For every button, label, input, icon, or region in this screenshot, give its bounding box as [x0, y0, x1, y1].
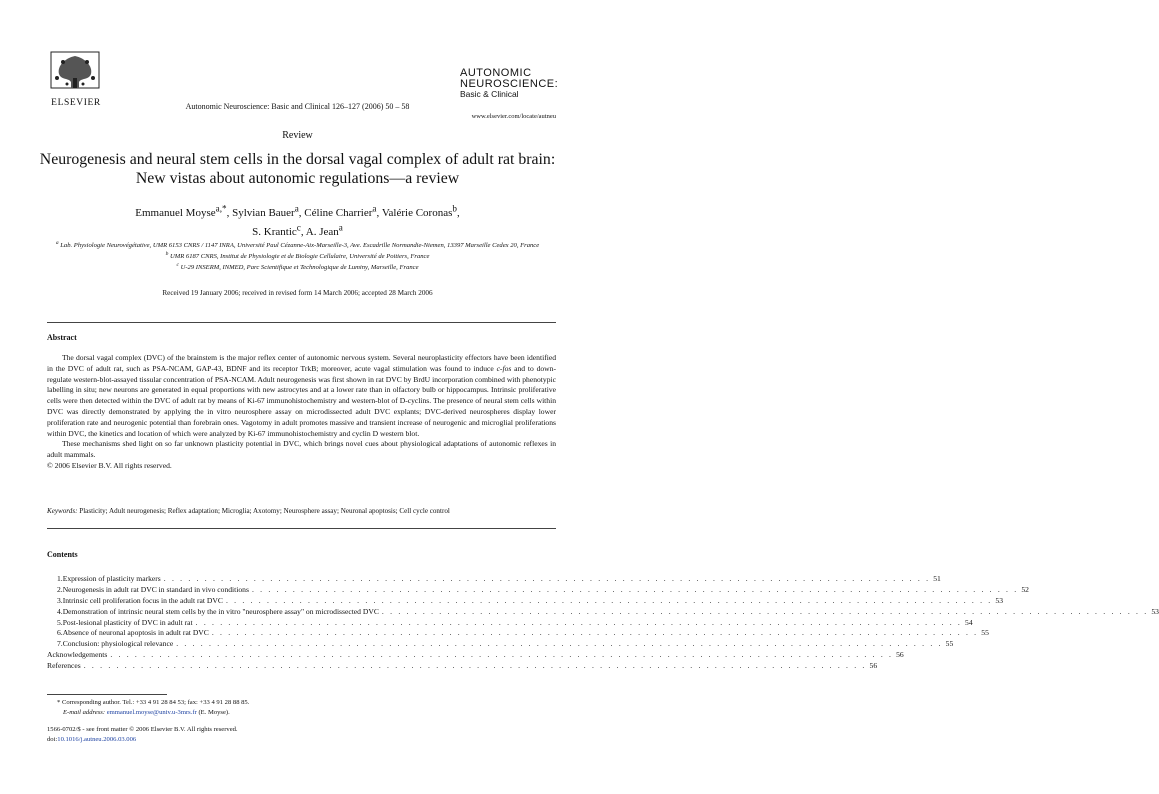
copyright: © 2006 Elsevier B.V. All rights reserved.	[47, 460, 172, 470]
journal-logo-line3: Basic & Clinical	[460, 89, 519, 99]
email-link[interactable]: emmanuel.moyse@univ.u-3mrs.fr	[106, 708, 197, 716]
journal-reference: Autonomic Neuroscience: Basic and Clinical 126–127 (2006) 50 – 58	[185, 102, 410, 111]
toc-item[interactable]: 2. Neurogenesis in adult rat DVC in standard in vivo conditions . . . . . . . . . . . . . . . . . . . . . . . . . . . . . . . . . . . . . . . . . . . . . . . . . . . . . . . . . . . . . . . . . . . . . . . . . . . . . . . . . . . . . . . . . . . . . . 52	[57, 584, 1029, 594]
received-dates: Received 19 January 2006; received in revised form 14 March 2006; accepted 28 March 2006	[162, 289, 433, 297]
toc-item[interactable]: 6. Absence of neuronal apoptosis in adult rat DVC . . . . . . . . . . . . . . . . . . . . . . . . . . . . . . . . . . . . . . . . . . . . . . . . . . . . . . . . . . . . . . . . . . . . . . . . . . . . . . . . . . . . . . . . . . . . . . 55	[57, 628, 989, 638]
table-of-contents	[47, 574, 1159, 672]
article-type: Review	[282, 130, 313, 141]
affiliations	[55, 239, 540, 273]
divider	[47, 322, 556, 323]
author-list	[60, 201, 535, 240]
doi-link[interactable]: 10.1016/j.autneu.2006.03.006	[57, 735, 137, 743]
corresponding-author: * Corresponding author. Tel.: +33 4 91 28 84 53; fax: +33 4 91 28 88 85.	[57, 699, 250, 706]
author: Sylvian Bauer$^a$,	[232, 203, 305, 219]
doi-line: doi:10.1016/j.autneu.2006.03.006	[47, 735, 137, 743]
abstract-body	[47, 353, 556, 472]
toc-item[interactable]: 1. Expression of plasticity markers . . . . . . . . . . . . . . . . . . . . . . . . . . . . . . . . . . . . . . . . . . . . . . . . . . . . . . . . . . . . . . . . . . . . . . . . . . . . . . . . . . . . . . . . . . . . . . 51	[57, 574, 941, 583]
divider	[47, 528, 556, 529]
abstract-heading: Abstract	[47, 333, 77, 342]
footnote-rule	[47, 694, 167, 695]
journal-logo-line1: AUTONOMIC	[460, 67, 532, 79]
journal-logo-line2: NEUROSCIENCE:	[460, 78, 559, 90]
keywords	[47, 507, 556, 515]
author: Emmanuel Moyse$^{a,*}$,	[135, 203, 233, 219]
toc-item[interactable]: 4. Demonstration of intrinsic neural stem cells by the in vitro "neurosphere assay" on microdissected DVC . . . . . . . . . . . . . . . . . . . . . . . . . . . . . . . . . . . . . . . . . . . . . . . . . . . . . . . . . . . . . . . . . . . . . . . . . . . . . . . . . . . . . . . . . . . . . . 53	[57, 606, 1159, 616]
author: Valérie Coronas$^b$,	[381, 203, 460, 219]
toc-item[interactable]: 3. Intrinsic cell proliferation focus in the adult rat DVC . . . . . . . . . . . . . . . . . . . . . . . . . . . . . . . . . . . . . . . . . . . . . . . . . . . . . . . . . . . . . . . . . . . . . . . . . . . . . . . . . . . . . . . . . . . . . . 53	[57, 595, 1003, 605]
email-line: E-mail address: emmanuel.moyse@univ.u-3mrs.fr (E. Moyse).	[63, 708, 230, 716]
author: S. Krantic$^c$,	[252, 222, 306, 239]
abstract-paragraph: The dorsal vagal complex (DVC) of the brainstem is the major reflex center of autonomic nervous system. Several neuroplasticity effectors have been identified in the DVC of adult rat, such as PSA-NCAM, GAP-43, BDNF and its receptor TrkB; moreover, acute vagal stimulation was found to induce c-fos and to down-regulate western-blot-assayed tissular concentration of PSA-NCAM. Adult neurogenesis was first shown in rat DVC by BrdU incorporation combined with phenotypic labelling in situ; new neurons are generated in equal proportions with new astrocytes and at a lower rate than in olfactory bulb or hippocampus. Intrinsic proliferative cells were then detected within the DVC of adult rat by means of Ki-67 immunohistochemistry and western-blot of D-cyclins. The presence of neural stem cells within DVC was directly demonstrated by applying the in vitro neurosphere assay on microdissected adult DVC explants; DVC-derived neurospheres display lower proliferation rate and neurogenic potential than forebrain ones. Vagotomy in adult promotes massive and transient increase of neurogenic and microglial proliferations within DVC, the kinetics and location of which were analyzed by Ki-67 immunohistochemistry and cyclin D western blot.	[47, 353, 556, 438]
author: Céline Charrier$^a$,	[304, 203, 382, 219]
abstract-paragraph: These mechanisms shed light on so far unknown plasticity potential in DVC, which brings novel cues about physiological adaptations of autonomic reflexes in adult mammals.	[47, 439, 556, 460]
keywords-text: Plasticity; Adult neurogenesis; Reflex adaptation; Microglia; Axotomy; Neurosphere assay; Neuronal apoptosis; Cell cycle control	[79, 507, 450, 515]
toc-item[interactable]: 5. Post-lesional plasticity of DVC in adult rat . . . . . . . . . . . . . . . . . . . . . . . . . . . . . . . . . . . . . . . . . . . . . . . . . . . . . . . . . . . . . . . . . . . . . . . . . . . . . . . . . . . . . . . . . . . . . . 54	[57, 617, 973, 627]
article-title: Neurogenesis and neural stem cells in the dorsal vagal complex of adult rat brain: New vistas about autonomic regulations—a review	[39, 151, 556, 187]
affiliation: $^a$ Lab. Physiologie Neurovégétative, UMR 6153 CNRS / 1147 INRA, Université Paul Cézanne-Aix-Marseille-3, Ave. Escadrille Normandie-Niemen, 13397 Marseille Cedex 20, France	[55, 240, 540, 250]
author: A. Jean$^a$	[305, 222, 343, 239]
bottom-info	[47, 725, 347, 744]
issn-line: 1566-0702/$ - see front matter © 2006 Elsevier B.V. All rights reserved.	[47, 726, 238, 733]
footnote	[57, 698, 537, 717]
affiliation: $^b$ UMR 6187 CNRS, Institut de Physiologie et de Biologie Cellulaire, Université de Poitiers, France	[165, 251, 430, 261]
journal-url[interactable]: www.elsevier.com/locate/autneu	[471, 113, 556, 120]
toc-item[interactable]: References . . . . . . . . . . . . . . . . . . . . . . . . . . . . . . . . . . . . . . . . . . . . . . . . . . . . . . . . . . . . . . . . . . . . . . . . . . . . . . . . . . . . . . . . . . . . . . . . 56	[47, 661, 878, 671]
keywords-label: Keywords:	[47, 507, 78, 515]
contents-heading: Contents	[47, 550, 78, 559]
publisher-logo	[47, 48, 105, 108]
affiliation: $^c$ U-29 INSERM, INMED, Parc Scientifique et Technologique de Luminy, Marseille, France	[176, 262, 419, 272]
journal-logo	[460, 67, 559, 99]
publisher-name: ELSEVIER	[51, 98, 101, 108]
elsevier-tree-icon	[47, 48, 103, 96]
toc-item[interactable]: Acknowledgements . . . . . . . . . . . . . . . . . . . . . . . . . . . . . . . . . . . . . . . . . . . . . . . . . . . . . . . . . . . . . . . . . . . . . . . . . . . . . . . . . . . . . . . . . . . . . . . . 56	[47, 650, 904, 660]
toc-item[interactable]: 7. Conclusion: physiological relevance . . . . . . . . . . . . . . . . . . . . . . . . . . . . . . . . . . . . . . . . . . . . . . . . . . . . . . . . . . . . . . . . . . . . . . . . . . . . . . . . . . . . . . . . . . . . . . 55	[57, 639, 954, 649]
